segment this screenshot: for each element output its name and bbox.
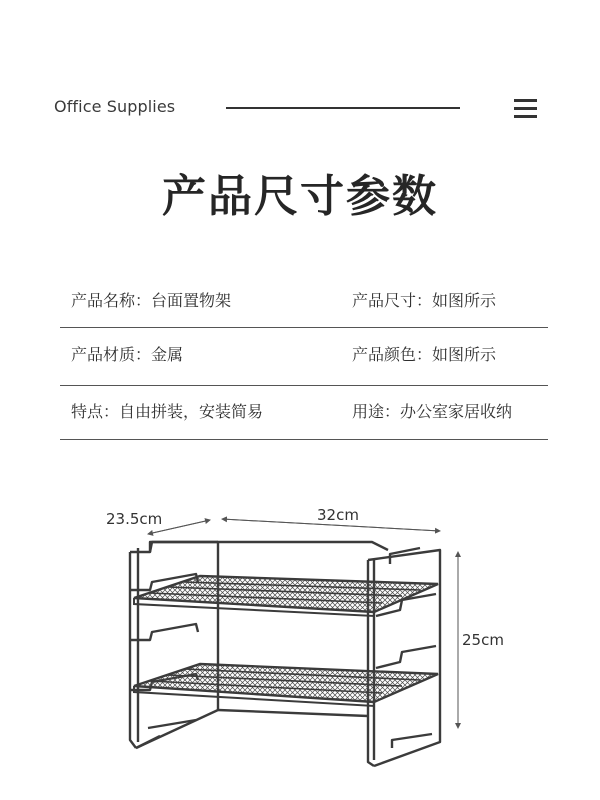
spec-color: 产品颜色：如图所示	[352, 345, 497, 364]
brand-name: Office Supplies	[54, 97, 176, 116]
spec-product-size: 产品尺寸：如图所示	[352, 291, 497, 310]
spec-usage: 用途：办公室家居收纳	[352, 402, 513, 421]
lower-shelf	[134, 664, 438, 706]
shelf-rack-illustration	[130, 542, 440, 766]
spec-row-3	[60, 385, 548, 439]
spec-features: 特点：自由拼装，安装简易	[71, 402, 264, 421]
spec-product-name: 产品名称：台面置物架	[71, 291, 232, 310]
height-dimension	[458, 552, 504, 728]
product-dimension-diagram	[0, 490, 600, 790]
spec-material: 产品材质：金属	[71, 345, 184, 364]
page-title: 产品尺寸参数	[162, 171, 438, 222]
spec-row-2	[60, 328, 548, 382]
width-dimension	[222, 506, 440, 531]
width-label: 32cm	[317, 506, 359, 524]
header-divider	[226, 107, 460, 109]
height-label: 25cm	[462, 631, 504, 649]
spec-row-1	[60, 274, 548, 328]
spec-divider	[60, 439, 548, 440]
upper-shelf	[134, 576, 438, 616]
hamburger-menu-icon[interactable]	[514, 99, 537, 119]
depth-dimension	[106, 510, 210, 534]
depth-label: 23.5cm	[106, 510, 163, 528]
